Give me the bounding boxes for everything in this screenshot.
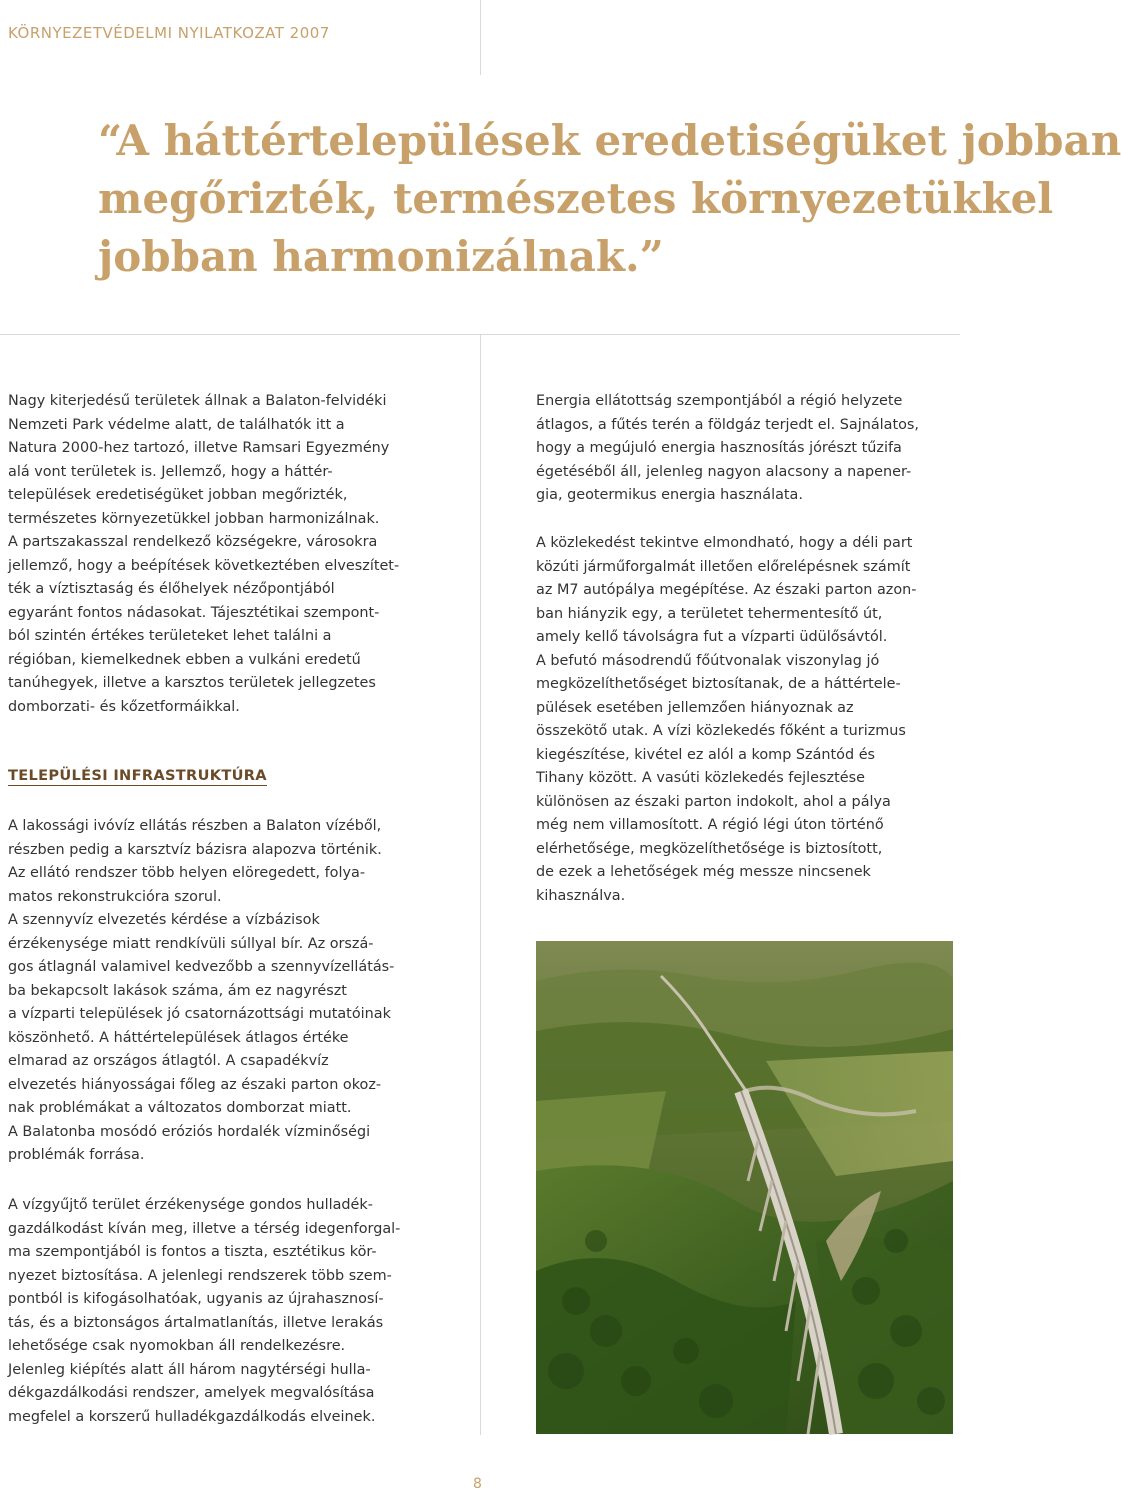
text-line: nyezet biztosítása. A jelenlegi rendszerek több szem-	[8, 1267, 392, 1284]
text-line: összekötő utak. A vízi közlekedés főként a turizmus	[536, 723, 906, 739]
section-heading-text: TELEPÜLÉSI INFRASTRUKTÚRA	[8, 767, 267, 784]
text-line: pontból is kifogásolhatóak, ugyanis az újrahasznosí-	[8, 1291, 384, 1307]
column-divider	[480, 335, 481, 1435]
text-line: megfelel a korszerű hulladékgazdálkodás elveinek.	[8, 1408, 376, 1425]
text-line: Natura 2000-hez tartozó, illetve Ramsari Egyezmény	[8, 440, 390, 456]
text-line: elmarad az országos átlagtól. A csapadékvíz	[8, 1053, 329, 1069]
text-line: Energia ellátottság szempontjából a régió helyzete	[536, 393, 903, 409]
text-line: hogy a megújuló energia hasznosítás jórészt tűzifa	[536, 440, 902, 456]
text-line: kihasználva.	[536, 887, 626, 904]
text-line: tanúhegyek, illetve a karsztos területek jellegzetes	[8, 675, 376, 691]
text-line: ba bekapcsolt lakások száma, ám ez nagyrészt	[8, 982, 347, 999]
text-line: átlagos, a fűtés terén a földgáz terjedt el. Sajnálatos,	[536, 416, 919, 433]
text-line: ma szempontjából is fontos a tiszta, esztétikus kör-	[8, 1244, 377, 1260]
text-line: megközelíthetőséget biztosítanak, de a háttértele-	[536, 676, 901, 692]
text-line: matos rekonstrukcióra szorul.	[8, 888, 222, 905]
text-line: alá vont területek is. Jellemző, hogy a háttér-	[8, 463, 333, 480]
viaduct-aerial-photo	[536, 941, 953, 1434]
text-line: Jelenleg kiépítés alatt áll három nagytérségi hulla-	[8, 1361, 371, 1378]
text-line: Nemzeti Park védelme alatt, de találhatók itt a	[8, 416, 345, 433]
text-line: problémák forrása.	[8, 1147, 145, 1163]
text-line: domborzati- és kőzetformáikkal.	[8, 698, 240, 715]
page-number: 8	[473, 1476, 482, 1492]
text-line: de ezek a lehetőségek még messze nincsenek	[536, 864, 871, 880]
header-title: KÖRNYEZETVÉDELMI NYILATKOZAT 2007	[8, 24, 330, 42]
text-line: A partszakasszal rendelkező községekre, városokra	[8, 534, 378, 550]
intro-paragraph	[8, 390, 468, 719]
text-line: gos átlagnál valamivel kedvezőbb a szennyvízellátás-	[8, 959, 395, 975]
text-line: kiegészítése, kivétel ez alól a komp Szántód és	[536, 746, 876, 763]
text-line: ban hiányzik egy, a területet tehermentesítő út,	[536, 605, 883, 622]
text-line: A lakossági ivóvíz ellátás részben a Balaton vízéből,	[8, 818, 382, 834]
text-line: lehetősége csak nyomokban áll rendelkezésre.	[8, 1338, 346, 1354]
text-line: részben pedig a karsztvíz bázisra alapozva történik.	[8, 841, 382, 858]
text-line: egyaránt fontos nádasokat. Tájesztétikai szempont-	[8, 604, 380, 621]
text-line: A közlekedést tekintve elmondható, hogy a déli part	[536, 535, 913, 551]
text-line: nak problémákat a változatos domborzat miatt.	[8, 1100, 352, 1116]
viaduct-photo-illustration	[536, 941, 953, 1434]
text-line: A szennyvíz elvezetés kérdése a vízbázisok	[8, 912, 320, 928]
text-line: tás, és a biztonságos ártalmatlanítás, illetve lerakás	[8, 1314, 384, 1331]
text-line: Az ellátó rendszer több helyen elöregedett, folya-	[8, 865, 366, 881]
text-line: a vízparti települések jó csatornázottsági mutatóinak	[8, 1006, 391, 1022]
text-line: közúti járműforgalmát illetően előrelépésnek számít	[536, 558, 911, 575]
text-line: ból szintén értékes területeket lehet találni a	[8, 628, 332, 644]
text-line: Tihany között. A vasúti közlekedés fejlesztése	[536, 770, 865, 786]
text-line: különösen az északi parton indokolt, ahol a pálya	[536, 793, 891, 810]
text-line: A vízgyűjtő terület érzékenysége gondos hulladék-	[8, 1197, 373, 1213]
text-line: az M7 autópálya megépítése. Az északi parton azon-	[536, 582, 917, 598]
waste-management-paragraph	[8, 1194, 468, 1429]
text-line: Nagy kiterjedésű területek állnak a Balaton-felvidéki	[8, 393, 387, 409]
text-line: elérhetősége, megközelíthetősége is biztosított,	[536, 840, 883, 857]
text-line: dékgazdálkodási rendszer, amelyek megvalósítása	[8, 1385, 375, 1401]
text-line: régióban, kiemelkednek ebben a vulkáni eredetű	[8, 651, 361, 668]
section-heading	[8, 767, 267, 784]
vertical-divider-top	[480, 0, 481, 75]
pull-quote	[98, 112, 1121, 286]
text-line: természetes környezetükkel jobban harmonizálnak.	[8, 510, 380, 527]
pull-quote-line: jobban harmonizálnak.”	[98, 232, 664, 281]
text-line: köszönhető. A háttértelepülések átlagos értéke	[8, 1029, 349, 1046]
energy-paragraph	[536, 390, 956, 508]
text-line: ték a víztisztaság és élőhelyek nézőpontjából	[8, 581, 335, 597]
text-line: A Balatonba mosódó eróziós hordalék vízminőségi	[8, 1123, 371, 1140]
transport-paragraph	[536, 532, 956, 908]
text-line: elvezetés hiányosságai főleg az északi parton okoz-	[8, 1076, 382, 1093]
text-line: jellemző, hogy a beépítések következtében elveszítet-	[8, 557, 400, 574]
text-line: gazdálkodást kíván meg, illetve a térség idegenforgal-	[8, 1220, 401, 1237]
text-line: égetéséből áll, jelenleg nagyon alacsony a napener-	[536, 463, 912, 480]
text-line: amely kellő távolságra fut a vízparti üdülősávtól.	[536, 629, 888, 645]
text-line: települések eredetiségüket jobban megőrizték,	[8, 487, 348, 503]
text-line: pülések esetében jellemzően hiányoznak az	[536, 699, 854, 716]
infrastructure-paragraph	[8, 815, 468, 1168]
pull-quote-line: “A háttértelepülések eredetiségüket jobban	[98, 116, 1121, 165]
text-line: érzékenysége miatt rendkívüli súllyal bír. Az orszá-	[8, 935, 374, 952]
text-line: A befutó másodrendű főútvonalak viszonylag jó	[536, 652, 880, 669]
pull-quote-line: megőrizték, természetes környezetükkel	[98, 174, 1054, 223]
text-line: még nem villamosított. A régió légi úton történő	[536, 817, 884, 833]
text-line: gia, geotermikus energia használata.	[536, 487, 803, 503]
